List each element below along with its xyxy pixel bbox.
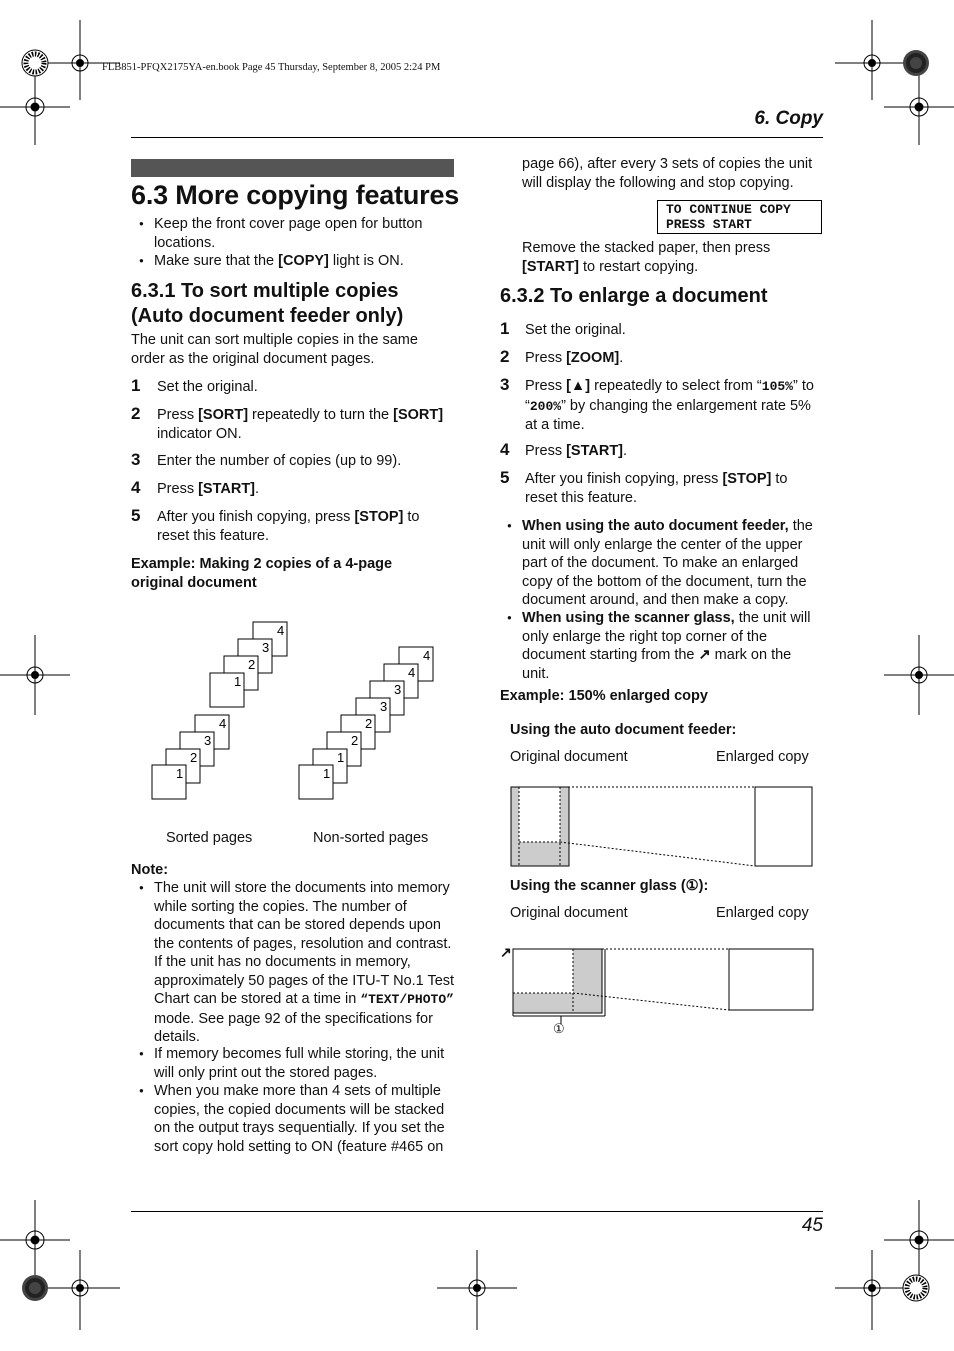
sort-step-2-num: 2 bbox=[131, 404, 141, 423]
enlarge-bullet-glass: ● When using the scanner glass, the unit will only enlarge the right top corner of the document starting from the ↗ mark on the unit. bbox=[522, 609, 822, 683]
sort-intro: The unit can sort multiple copies in the same order as the original document pages. bbox=[131, 332, 418, 367]
enlarge-step-2-num: 2 bbox=[500, 347, 510, 366]
sorted-page-label-7: 3 bbox=[262, 640, 270, 655]
enlarge-step-1: Set the original. bbox=[525, 322, 626, 338]
enlarge-step-1-num: 1 bbox=[500, 319, 510, 338]
scanner-glass-callout: ① bbox=[553, 1021, 565, 1036]
enlarge-bullet-adf: ● When using the auto document feeder, the unit will only enlarge the center of the upper part of the document. To make an enlarged copy of the bottom of the document, turn the document around, and then make a copy. bbox=[522, 517, 822, 610]
page-number: 45 bbox=[801, 1215, 823, 1236]
glass-enlarged-label: Enlarged copy bbox=[716, 905, 809, 921]
note-label: Note: bbox=[131, 862, 169, 878]
footer-rule bbox=[131, 1211, 823, 1212]
sorted-page-label-4: 4 bbox=[219, 716, 227, 731]
adf-diagram bbox=[505, 780, 820, 875]
enlarge-step-5: After you finish copying, press [STOP] to reset this feature. bbox=[525, 471, 788, 506]
sort-step-4: Press [START]. bbox=[157, 481, 260, 497]
sorted-page-label-6: 2 bbox=[248, 657, 256, 672]
enlarge-heading: 6.3.2 To enlarge a document bbox=[500, 285, 768, 307]
sort-step-4-num: 4 bbox=[131, 478, 141, 497]
glass-original-label: Original document bbox=[510, 905, 628, 921]
sort-step-1: Set the original. bbox=[157, 379, 258, 395]
sorted-caption: Sorted pages bbox=[166, 830, 253, 846]
sorted-page-label-2: 2 bbox=[190, 750, 198, 765]
title-bar bbox=[131, 159, 454, 177]
note-1: ● The unit will store the documents into memory while sorting the copies. The number of documents that can be stored depends upon the contents of pages, resolution and contrast. If the unit has no documents in memory, approximately 50 pages of the ITU-T No.1 Test Chart can be stored at a time in “TEXT/PHOTO” mode. See page 92 of the specifications for details. bbox=[154, 879, 456, 1047]
sort-step-3-num: 3 bbox=[131, 450, 141, 469]
lcd-line-2: PRESS START bbox=[666, 217, 752, 232]
sort-heading: 6.3.1 To sort multiple copies (Auto document feeder only) bbox=[131, 280, 404, 327]
adf-heading: Using the auto document feeder: bbox=[510, 722, 737, 738]
enlarge-step-5-num: 5 bbox=[500, 468, 510, 487]
sorted-page-label-8: 4 bbox=[277, 623, 285, 638]
sort-step-3: Enter the number of copies (up to 99). bbox=[157, 453, 402, 469]
nonsorted-page-label-7: 4 bbox=[408, 665, 416, 680]
chapter-title: 6. Copy bbox=[754, 108, 823, 129]
remove-text: Remove the stacked paper, then press [START] to restart copying. bbox=[522, 240, 771, 275]
adf-margin-bottom bbox=[511, 842, 569, 866]
sorted-page-label-1: 1 bbox=[176, 766, 184, 781]
adf-enlarged-label: Enlarged copy bbox=[716, 749, 809, 765]
lcd-line-1: TO CONTINUE COPY bbox=[666, 202, 791, 217]
enlarge-example-heading: Example: 150% enlarged copy bbox=[500, 688, 708, 704]
glass-enlarged-page bbox=[729, 949, 813, 1010]
sort-step-2: Press [SORT] repeatedly to turn the [SORT] indicator ON. bbox=[157, 407, 444, 442]
nonsorted-page-label-4: 2 bbox=[365, 716, 373, 731]
book-info: FLB851-PFQX2175YA-en.book Page 45 Thursday, September 8, 2005 2:24 PM bbox=[102, 62, 441, 73]
glass-heading: Using the scanner glass (①): bbox=[510, 878, 709, 894]
nonsorted-page-label-5: 3 bbox=[380, 699, 388, 714]
nonsorted-page-label-8: 4 bbox=[423, 648, 431, 663]
continued-text: page 66), after every 3 sets of copies the unit will display the following and stop copying. bbox=[522, 156, 813, 191]
adf-enlarged-page bbox=[755, 787, 812, 866]
sorted-page-label-5: 1 bbox=[234, 674, 242, 689]
enlarge-step-2: Press [ZOOM]. bbox=[525, 350, 624, 366]
sort-step-1-num: 1 bbox=[131, 376, 141, 395]
lcd-display bbox=[657, 200, 822, 234]
scanner-mark-icon: ↗ bbox=[500, 944, 512, 960]
page-title: 6.3 More copying features bbox=[131, 180, 460, 210]
nonsorted-caption: Non-sorted pages bbox=[313, 830, 429, 846]
glass-margin-bottom bbox=[513, 993, 602, 1013]
header-rule bbox=[131, 137, 823, 138]
sort-step-5-num: 5 bbox=[131, 506, 141, 525]
nonsorted-page-label-2: 1 bbox=[337, 750, 345, 765]
sort-example-heading: Example: Making 2 copies of a 4-page original document bbox=[131, 556, 393, 591]
sorted-page-label-3: 3 bbox=[204, 733, 212, 748]
enlarge-step-4-num: 4 bbox=[500, 440, 510, 459]
note-3: ● When you make more than 4 sets of multiple copies, the copied documents will be stacked on the output trays sequentially. If you set the sort copy hold setting to ON (feature #465 on bbox=[154, 1082, 456, 1156]
nonsorted-page-label-6: 3 bbox=[394, 682, 402, 697]
sorted-pages-figure bbox=[152, 622, 287, 799]
note-2: ● If memory becomes full while storing, the unit will only print out the stored pages. bbox=[154, 1045, 456, 1082]
adf-original-label: Original document bbox=[510, 749, 628, 765]
enlarge-step-4: Press [START]. bbox=[525, 443, 628, 459]
nonsorted-page-label-3: 2 bbox=[351, 733, 359, 748]
glass-mark-icon: ↗ bbox=[698, 647, 711, 663]
nonsorted-page-label-1: 1 bbox=[323, 766, 331, 781]
sort-diagram bbox=[131, 615, 454, 815]
intro-bullet-2: ● Make sure that the [COPY] light is ON. bbox=[154, 252, 454, 271]
sort-step-5: After you finish copying, press [STOP] to reset this feature. bbox=[157, 509, 420, 544]
nonsorted-pages-figure bbox=[299, 647, 433, 799]
intro-bullet-1: ● Keep the front cover page open for button locations. bbox=[154, 215, 454, 252]
enlarge-step-3-num: 3 bbox=[500, 375, 510, 394]
enlarge-step-3: Press [▲] repeatedly to select from “105%” to “200%” by changing the enlargement rate 5% at a time. bbox=[525, 378, 814, 433]
